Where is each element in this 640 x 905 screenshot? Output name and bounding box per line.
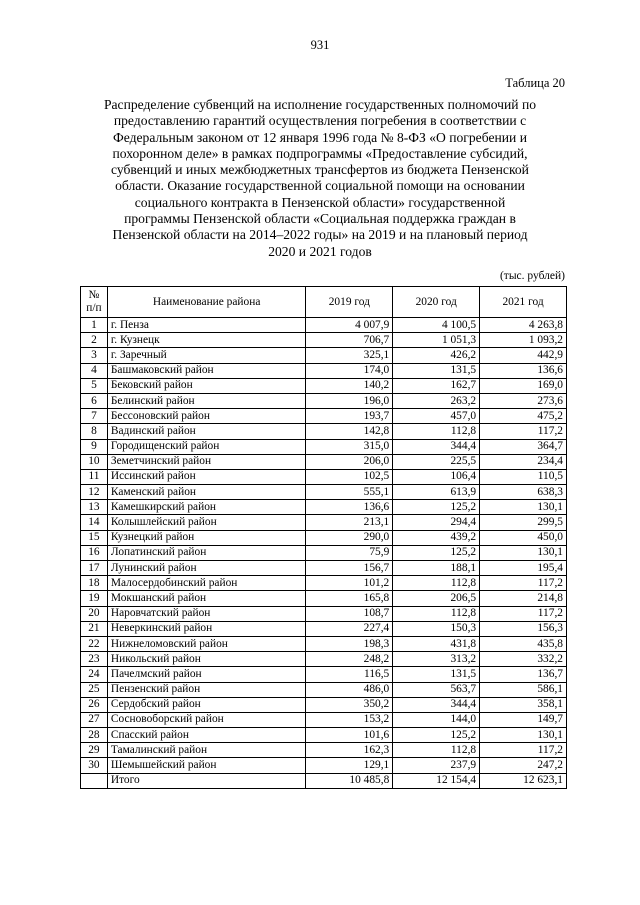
district-name: Городищенский район xyxy=(107,439,306,454)
value-2021: 195,4 xyxy=(480,561,567,576)
table-row xyxy=(81,561,567,576)
table-row xyxy=(81,515,567,530)
value-2019: 136,6 xyxy=(306,500,393,515)
row-number: 9 xyxy=(81,439,108,454)
district-name: Никольский район xyxy=(107,652,306,667)
value-2021: 442,9 xyxy=(480,348,567,363)
table-row xyxy=(81,378,567,393)
title-line: Распределение субвенций на исполнение государственных полномочий по xyxy=(103,97,537,112)
value-2020: 263,2 xyxy=(393,393,480,408)
district-name: Пачелмский район xyxy=(107,667,306,682)
value-2021: 4 263,8 xyxy=(480,318,567,333)
row-number: 18 xyxy=(81,576,108,591)
table-row xyxy=(81,469,567,484)
total-2021: 12 623,1 xyxy=(480,773,567,788)
value-2021: 149,7 xyxy=(480,712,567,727)
table-row xyxy=(81,697,567,712)
row-number: 30 xyxy=(81,758,108,773)
value-2021: 117,2 xyxy=(480,424,567,439)
district-name: Неверкинский район xyxy=(107,621,306,636)
value-2021: 358,1 xyxy=(480,697,567,712)
value-2019: 196,0 xyxy=(306,393,393,408)
row-number: 14 xyxy=(81,515,108,530)
district-name: Малосердобинский район xyxy=(107,576,306,591)
value-2021: 435,8 xyxy=(480,636,567,651)
table-row xyxy=(81,636,567,651)
table-row xyxy=(81,454,567,469)
value-2021: 169,0 xyxy=(480,378,567,393)
value-2020: 206,5 xyxy=(393,591,480,606)
district-name: Наровчатский район xyxy=(107,606,306,621)
title-line: похоронном деле» в рамках подпрограммы «Предоставление субсидий, xyxy=(112,145,528,161)
table-title xyxy=(80,97,560,260)
value-2020: 162,7 xyxy=(393,378,480,393)
row-number: 17 xyxy=(81,561,108,576)
value-2021: 110,5 xyxy=(480,469,567,484)
value-2020: 1 051,3 xyxy=(393,333,480,348)
value-2021: 586,1 xyxy=(480,682,567,697)
table-row xyxy=(81,606,567,621)
table-row xyxy=(81,591,567,606)
table-row xyxy=(81,728,567,743)
value-2019: 315,0 xyxy=(306,439,393,454)
district-name: Сердобский район xyxy=(107,697,306,712)
page-number: 931 xyxy=(310,38,330,52)
row-number: 21 xyxy=(81,621,108,636)
value-2019: 325,1 xyxy=(306,348,393,363)
title-line: 2020 и 2021 годов xyxy=(268,243,372,259)
row-number: 27 xyxy=(81,712,108,727)
value-2021: 117,2 xyxy=(480,743,567,758)
value-2020: 426,2 xyxy=(393,348,480,363)
value-2021: 130,1 xyxy=(480,728,567,743)
row-number: 23 xyxy=(81,652,108,667)
row-number: 29 xyxy=(81,743,108,758)
title-line: субвенций и иных межбюджетных трансфертов из бюджета Пензенской xyxy=(111,162,529,178)
value-2020: 106,4 xyxy=(393,469,480,484)
total-label: Итого xyxy=(107,773,306,788)
value-2021: 136,7 xyxy=(480,667,567,682)
value-2019: 165,8 xyxy=(306,591,393,606)
value-2019: 486,0 xyxy=(306,682,393,697)
header-2021: 2021 год xyxy=(480,287,567,318)
district-name: Каменский район xyxy=(107,485,306,500)
table-row xyxy=(81,424,567,439)
table-row xyxy=(81,348,567,363)
row-number: 7 xyxy=(81,409,108,424)
row-number: 22 xyxy=(81,636,108,651)
value-2020: 150,3 xyxy=(393,621,480,636)
value-2019: 75,9 xyxy=(306,545,393,560)
value-2020: 439,2 xyxy=(393,530,480,545)
district-name: Колышлейский район xyxy=(107,515,306,530)
value-2019: 555,1 xyxy=(306,485,393,500)
value-2020: 4 100,5 xyxy=(393,318,480,333)
value-2020: 131,5 xyxy=(393,667,480,682)
value-2020: 125,2 xyxy=(393,500,480,515)
value-2020: 112,8 xyxy=(393,424,480,439)
district-name: Мокшанский район xyxy=(107,591,306,606)
value-2019: 156,7 xyxy=(306,561,393,576)
units-label: (тыс. рублей) xyxy=(499,270,565,282)
value-2020: 225,5 xyxy=(393,454,480,469)
value-2020: 131,5 xyxy=(393,363,480,378)
value-2020: 112,8 xyxy=(393,606,480,621)
value-2019: 162,3 xyxy=(306,743,393,758)
row-number: 16 xyxy=(81,545,108,560)
row-number: 12 xyxy=(81,485,108,500)
value-2019: 174,0 xyxy=(306,363,393,378)
value-2019: 350,2 xyxy=(306,697,393,712)
district-name: г. Пенза xyxy=(107,318,306,333)
district-name: Бековский район xyxy=(107,378,306,393)
header-row xyxy=(81,287,567,318)
table-row xyxy=(81,485,567,500)
value-2019: 142,8 xyxy=(306,424,393,439)
value-2021: 364,7 xyxy=(480,439,567,454)
value-2021: 273,6 xyxy=(480,393,567,408)
header-number-line1: № xyxy=(88,289,100,301)
table-row xyxy=(81,667,567,682)
value-2020: 431,8 xyxy=(393,636,480,651)
district-name: Лунинский район xyxy=(107,561,306,576)
district-name: Башмаковский район xyxy=(107,363,306,378)
row-number: 1 xyxy=(81,318,108,333)
value-2021: 332,2 xyxy=(480,652,567,667)
district-name: Сосновоборский район xyxy=(107,712,306,727)
value-2021: 117,2 xyxy=(480,576,567,591)
district-name: Вадинский район xyxy=(107,424,306,439)
value-2021: 475,2 xyxy=(480,409,567,424)
value-2020: 237,9 xyxy=(393,758,480,773)
value-2021: 130,1 xyxy=(480,545,567,560)
title-line: предоставлению гарантий осуществления погребения в соответствии с xyxy=(113,113,527,129)
header-district-name: Наименование района xyxy=(107,287,306,318)
total-row xyxy=(81,773,567,788)
header-2020: 2020 год xyxy=(393,287,480,318)
value-2019: 706,7 xyxy=(306,333,393,348)
table-row xyxy=(81,393,567,408)
value-2019: 108,7 xyxy=(306,606,393,621)
title-line: социального контракта в Пензенской области» государственной xyxy=(134,194,506,210)
value-2019: 227,4 xyxy=(306,621,393,636)
value-2019: 290,0 xyxy=(306,530,393,545)
value-2020: 563,7 xyxy=(393,682,480,697)
value-2019: 198,3 xyxy=(306,636,393,651)
table-row xyxy=(81,743,567,758)
value-2020: 294,4 xyxy=(393,515,480,530)
row-number: 28 xyxy=(81,728,108,743)
table-row xyxy=(81,682,567,697)
table-row xyxy=(81,758,567,773)
table-row xyxy=(81,439,567,454)
value-2019: 101,6 xyxy=(306,728,393,743)
value-2020: 613,9 xyxy=(393,485,480,500)
value-2019: 206,0 xyxy=(306,454,393,469)
value-2021: 156,3 xyxy=(480,621,567,636)
row-number: 8 xyxy=(81,424,108,439)
row-number: 20 xyxy=(81,606,108,621)
row-number: 5 xyxy=(81,378,108,393)
row-number: 2 xyxy=(81,333,108,348)
header-2019: 2019 год xyxy=(306,287,393,318)
district-name: Бессоновский район xyxy=(107,409,306,424)
value-2020: 344,4 xyxy=(393,439,480,454)
header-number-line2: п/п xyxy=(86,302,102,314)
value-2021: 299,5 xyxy=(480,515,567,530)
value-2020: 112,8 xyxy=(393,743,480,758)
row-number: 4 xyxy=(81,363,108,378)
table-row xyxy=(81,576,567,591)
table-row xyxy=(81,318,567,333)
table-row xyxy=(81,500,567,515)
value-2021: 247,2 xyxy=(480,758,567,773)
value-2020: 112,8 xyxy=(393,576,480,591)
subventions-table xyxy=(80,286,567,789)
value-2020: 313,2 xyxy=(393,652,480,667)
row-number: 10 xyxy=(81,454,108,469)
district-name: Земетчинский район xyxy=(107,454,306,469)
table-label: Таблица 20 xyxy=(505,76,565,90)
value-2021: 234,4 xyxy=(480,454,567,469)
title-line: программы Пензенской области «Социальная поддержка граждан в xyxy=(124,211,516,227)
value-2021: 117,2 xyxy=(480,606,567,621)
value-2020: 457,0 xyxy=(393,409,480,424)
value-2020: 125,2 xyxy=(393,728,480,743)
row-number: 24 xyxy=(81,667,108,682)
value-2019: 129,1 xyxy=(306,758,393,773)
value-2019: 116,5 xyxy=(306,667,393,682)
title-line: Федеральным законом от 12 января 1996 года № 8-ФЗ «О погребении и xyxy=(113,129,527,145)
table-row xyxy=(81,409,567,424)
district-name: Иссинский район xyxy=(107,469,306,484)
title-line: области. Оказание государственной социальной помощи на основании xyxy=(115,178,525,194)
value-2021: 130,1 xyxy=(480,500,567,515)
table-row xyxy=(81,712,567,727)
district-name: Шемышейский район xyxy=(107,758,306,773)
district-name: Камешкирский район xyxy=(107,500,306,515)
total-number xyxy=(81,773,108,788)
district-name: Спасский район xyxy=(107,728,306,743)
value-2020: 344,4 xyxy=(393,697,480,712)
value-2021: 638,3 xyxy=(480,485,567,500)
value-2021: 136,6 xyxy=(480,363,567,378)
table-row xyxy=(81,652,567,667)
total-2019: 10 485,8 xyxy=(306,773,393,788)
table-row xyxy=(81,363,567,378)
district-name: Белинский район xyxy=(107,393,306,408)
total-2020: 12 154,4 xyxy=(393,773,480,788)
district-name: Лопатинский район xyxy=(107,545,306,560)
district-name: г. Заречный xyxy=(107,348,306,363)
table-row xyxy=(81,333,567,348)
district-name: г. Кузнецк xyxy=(107,333,306,348)
value-2021: 450,0 xyxy=(480,530,567,545)
value-2019: 4 007,9 xyxy=(306,318,393,333)
value-2021: 1 093,2 xyxy=(480,333,567,348)
row-number: 13 xyxy=(81,500,108,515)
row-number: 3 xyxy=(81,348,108,363)
district-name: Пензенский район xyxy=(107,682,306,697)
title-line: Пензенской области на 2014–2022 годы» на 2019 и на плановый период xyxy=(112,227,528,243)
value-2019: 153,2 xyxy=(306,712,393,727)
district-name: Кузнецкий район xyxy=(107,530,306,545)
value-2020: 188,1 xyxy=(393,561,480,576)
value-2019: 101,2 xyxy=(306,576,393,591)
row-number: 15 xyxy=(81,530,108,545)
table-row xyxy=(81,530,567,545)
district-name: Нижнеломовский район xyxy=(107,636,306,651)
row-number: 6 xyxy=(81,393,108,408)
row-number: 19 xyxy=(81,591,108,606)
row-number: 26 xyxy=(81,697,108,712)
row-number: 11 xyxy=(81,469,108,484)
value-2019: 140,2 xyxy=(306,378,393,393)
value-2020: 125,2 xyxy=(393,545,480,560)
value-2021: 214,8 xyxy=(480,591,567,606)
value-2019: 248,2 xyxy=(306,652,393,667)
district-name: Тамалинский район xyxy=(107,743,306,758)
table-row xyxy=(81,621,567,636)
table-body xyxy=(81,318,567,789)
value-2019: 213,1 xyxy=(306,515,393,530)
row-number: 25 xyxy=(81,682,108,697)
value-2019: 193,7 xyxy=(306,409,393,424)
table-row xyxy=(81,545,567,560)
value-2020: 144,0 xyxy=(393,712,480,727)
header-number xyxy=(81,287,108,318)
value-2019: 102,5 xyxy=(306,469,393,484)
